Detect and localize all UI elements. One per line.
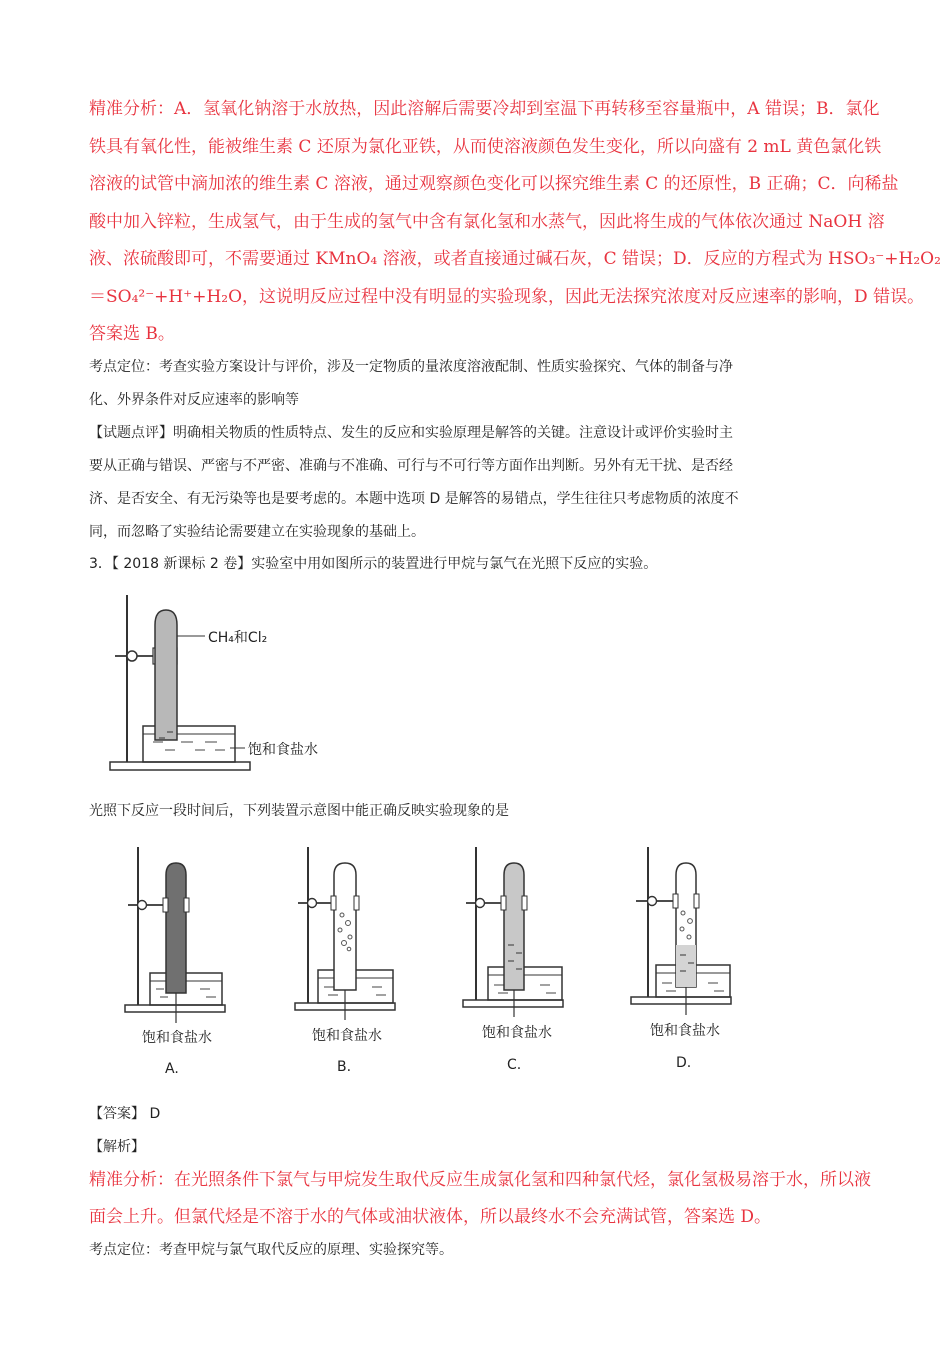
water-label: 饱和食盐水: [248, 742, 318, 758]
option-c-letter: C.: [507, 1057, 522, 1073]
option-b-figure: [290, 845, 400, 1085]
option-b-letter: B.: [337, 1059, 352, 1075]
gas-label: CH₄和Cl₂: [208, 630, 268, 646]
comment-line: 同，而忽略了实验结论需要建立在实验现象的基础上。: [89, 524, 425, 540]
analysis2-line: 面会上升。但氯代烃是不溶于水的气体或油状液体，所以最终水不会充满试管，答案选 D。: [89, 1207, 772, 1227]
question-prompt: 光照下反应一段时间后，下列装置示意图中能正确反映实验现象的是: [89, 803, 509, 819]
question-title: 3．【 2018 新课标 2 卷】实验室中用如图所示的装置进行甲烷与氯气在光照下反应的实验。: [89, 556, 658, 572]
option-c-water-label: 饱和食盐水: [482, 1025, 552, 1041]
analysis1-line: 精准分析：A．氢氧化钠溶于水放热，因此溶解后需要冷却到室温下再转移至容量瓶中，A 错误；B．氯化: [89, 99, 880, 119]
option-a-letter: A.: [165, 1061, 179, 1077]
analysis1-line: 答案选 B。: [89, 324, 175, 344]
option-a-water-label: 饱和食盐水: [142, 1030, 212, 1046]
tube-half: [504, 863, 524, 990]
analysis2-line: 精准分析：在光照条件下氯气与甲烷发生取代反应生成氯化氢和四种氯代烃，氯化氢极易溶于水，所以液: [89, 1170, 871, 1190]
option-d-figure: [628, 845, 738, 1085]
option-d-water-label: 饱和食盐水: [650, 1023, 720, 1039]
apparatus-figure: [105, 590, 335, 775]
clamp-screw: [127, 651, 137, 661]
comment-line: 济、是否安全、有无污染等也是要考虑的。本题中选项 D 是解答的易错点，学生往往只考虑物质的浓度不: [89, 491, 739, 507]
tube-dark: [166, 863, 186, 993]
kaodian2-line: 考点定位：考查甲烷与氯气取代反应的原理、实验探究等。: [89, 1242, 453, 1258]
kaodian1-line: 化、外界条件对反应速率的影响等: [89, 392, 299, 408]
answer-line: 【答案】 D: [89, 1106, 161, 1122]
option-c-figure: [460, 845, 570, 1085]
analysis1-line: 铁具有氧化性，能被维生素 C 还原为氯化亚铁，从而使溶液颜色发生变化，所以向盛有 2 mL 黄色氯化铁: [89, 137, 882, 157]
stand-base: [110, 762, 250, 770]
analysis1-line: 液、浓硫酸即可，不需要通过 KMnO₄ 溶液，或者直接通过碱石灰，C 错误；D．反应的方程式为 HSO₃⁻+H₂O₂: [89, 249, 941, 269]
option-d-letter: D.: [676, 1055, 692, 1071]
jiexi-heading: 【解析】: [89, 1139, 145, 1155]
comment-line: 【试题点评】明确相关物质的性质特点、发生的反应和实验原理是解答的关键。注意设计或评价实验时主: [89, 425, 733, 441]
test-tube: [155, 610, 177, 740]
kaodian1-line: 考点定位：考查实验方案设计与评价，涉及一定物质的量浓度溶液配制、性质实验探究、气体的制备与净: [89, 359, 733, 375]
option-b-water-label: 饱和食盐水: [312, 1028, 382, 1044]
comment-line: 要从正确与错误、严密与不严密、准确与不准确、可行与不可行等方面作出判断。另外有无干扰、是否经: [89, 458, 733, 474]
analysis1-line: 溶液的试管中滴加浓的维生素 C 溶液，通过观察颜色变化可以探究维生素 C 的还原性，B 正确；C．向稀盐: [89, 174, 899, 194]
option-a-figure: [120, 845, 230, 1085]
analysis1-line: 酸中加入锌粒，生成氢气，由于生成的氢气中含有氯化氢和水蒸气，因此将生成的气体依次通过 NaOH 溶: [89, 212, 885, 232]
tube-empty: [334, 863, 356, 990]
analysis1-line: ＝SO₄²⁻+H⁺+H₂O，这说明反应过程中没有明显的实验现象，因此无法探究浓度对反应速率的影响，D 错误。: [89, 287, 925, 307]
